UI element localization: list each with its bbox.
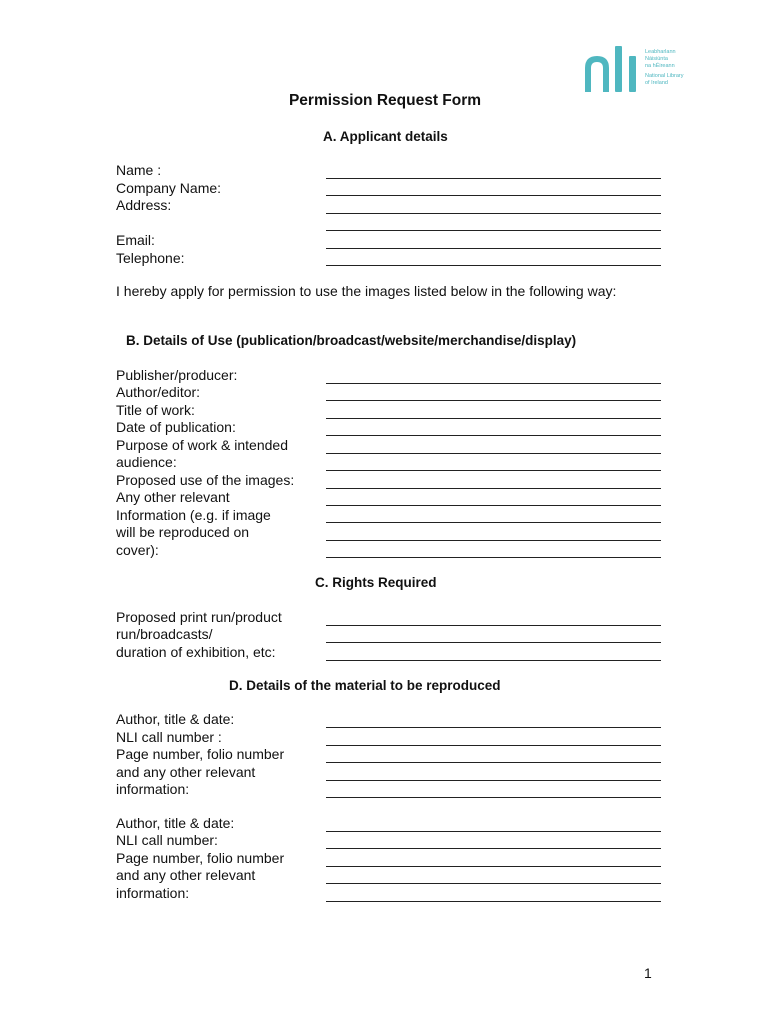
author-title-date-label-2: Author, title & date: <box>116 815 235 831</box>
telephone-field-line[interactable] <box>326 265 661 266</box>
duration-label: duration of exhibition, etc: <box>116 644 276 660</box>
nli-call-number-field-line-2[interactable] <box>326 848 661 849</box>
title-of-work-field-line[interactable] <box>326 418 661 419</box>
email-label: Email: <box>116 232 155 248</box>
reproduced-label: will be reproduced on <box>116 524 250 540</box>
address-label: Address: <box>116 197 172 213</box>
author-editor-field-line[interactable] <box>326 400 661 401</box>
author-title-date-field-line-2[interactable] <box>326 831 661 832</box>
proposed-use-label: Proposed use of the images: <box>116 472 295 488</box>
page-number-field-line-1[interactable] <box>326 762 661 763</box>
title-of-work-label: Title of work: <box>116 402 195 418</box>
other-relevant-field-line-1[interactable] <box>326 780 661 781</box>
broadcasts-label: run/broadcasts/ <box>116 626 213 642</box>
date-of-publication-field-line[interactable] <box>326 435 661 436</box>
information-label-1: information: <box>116 781 190 797</box>
telephone-label: Telephone: <box>116 250 185 266</box>
author-title-date-field-line-1[interactable] <box>326 727 661 728</box>
broadcasts-field-line[interactable] <box>326 642 661 643</box>
nli-call-number-label-2: NLI call number: <box>116 832 218 848</box>
reproduced-field-line[interactable] <box>326 540 661 541</box>
cover-label: cover): <box>116 542 159 558</box>
other-relevant-label-1: and any other relevant <box>116 764 256 780</box>
publisher-field-line[interactable] <box>326 383 661 384</box>
date-of-publication-label: Date of publication: <box>116 419 236 435</box>
information-field-line-2[interactable] <box>326 901 661 902</box>
information-label: Information (e.g. if image <box>116 507 271 523</box>
section-d-heading: D. Details of the material to be reproduced <box>229 678 501 693</box>
name-field-line[interactable] <box>326 178 661 179</box>
name-label: Name : <box>116 162 162 178</box>
section-b-heading: B. Details of Use (publication/broadcast/website/merchandise/display) <box>126 333 577 348</box>
intro-paragraph: I hereby apply for permission to use the images listed below in the following way: <box>116 283 617 299</box>
nli-call-number-field-line-1[interactable] <box>326 745 661 746</box>
page-number-label-1: Page number, folio number <box>116 746 285 762</box>
nli-call-number-label-1: NLI call number : <box>116 729 222 745</box>
duration-field-line[interactable] <box>326 660 661 661</box>
address-field-line-2[interactable] <box>326 230 661 231</box>
proposed-use-field-line[interactable] <box>326 488 661 489</box>
company-name-label: Company Name: <box>116 180 222 196</box>
section-c-heading: C. Rights Required <box>315 575 437 590</box>
address-field-line-1[interactable] <box>326 213 661 214</box>
page-number-label-2: Page number, folio number <box>116 850 285 866</box>
purpose-label: Purpose of work & intended <box>116 437 288 453</box>
audience-field-line[interactable] <box>326 470 661 471</box>
publisher-label: Publisher/producer: <box>116 367 238 383</box>
author-title-date-label-1: Author, title & date: <box>116 711 235 727</box>
cover-field-line[interactable] <box>326 557 661 558</box>
section-a-heading: A. Applicant details <box>323 129 448 144</box>
page-number-field-line-2[interactable] <box>326 866 661 867</box>
print-run-label: Proposed print run/product <box>116 609 282 625</box>
page-title: Permission Request Form <box>288 92 482 109</box>
other-relevant-field-line-2[interactable] <box>326 883 661 884</box>
page-number: 1 <box>644 965 652 981</box>
email-field-line[interactable] <box>326 248 661 249</box>
information-field-line-1[interactable] <box>326 797 661 798</box>
audience-label: audience: <box>116 454 177 470</box>
other-relevant-label: Any other relevant <box>116 489 230 505</box>
information-field-line[interactable] <box>326 522 661 523</box>
author-editor-label: Author/editor: <box>116 384 201 400</box>
other-relevant-field-line[interactable] <box>326 505 661 506</box>
purpose-field-line[interactable] <box>326 453 661 454</box>
print-run-field-line[interactable] <box>326 625 661 626</box>
information-label-2: information: <box>116 885 190 901</box>
other-relevant-label-2: and any other relevant <box>116 867 256 883</box>
company-name-field-line[interactable] <box>326 195 661 196</box>
logo-text: Leabharlann Náisiúnta na hÉireann National Library of Ireland <box>645 49 684 86</box>
